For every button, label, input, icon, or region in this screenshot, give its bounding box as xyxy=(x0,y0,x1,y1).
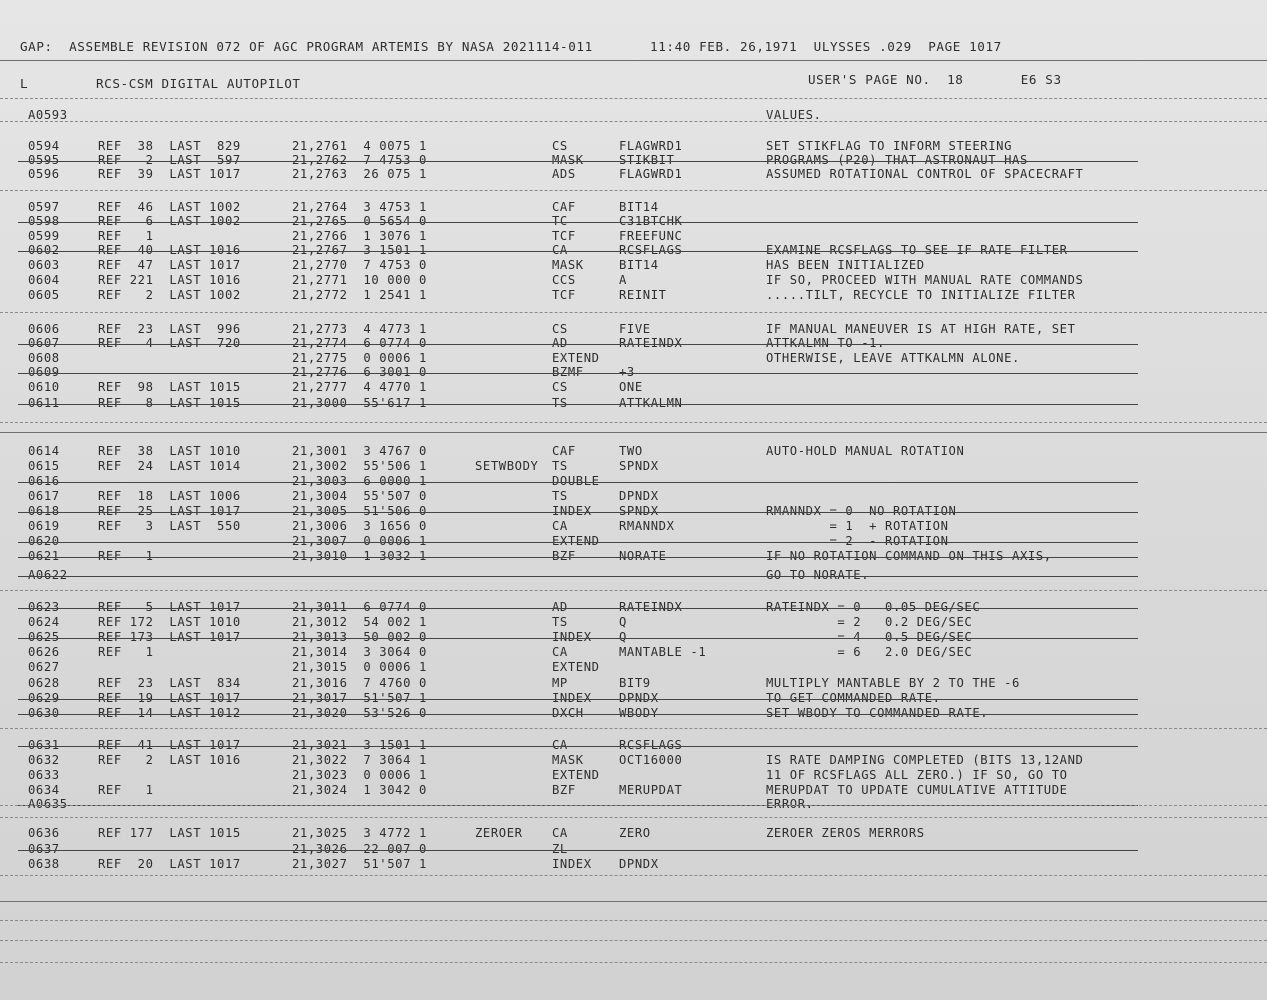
row-label: SETWBODY xyxy=(475,459,539,473)
row-seq: 0625 xyxy=(28,630,60,644)
row-ref: REF 38 LAST 829 xyxy=(98,139,241,153)
rule-line xyxy=(0,422,1267,423)
row-ref: REF 4 LAST 720 xyxy=(98,336,241,350)
row-comment: IS RATE DAMPING COMPLETED (BITS 13,12AND xyxy=(766,753,1084,767)
row-addr: 21,2773 4 4773 1 xyxy=(292,322,427,336)
row-operand: TWO xyxy=(619,444,643,458)
row-seq: 0603 xyxy=(28,258,60,272)
row-comment: RATEINDX = 0 0.05 DEG/SEC xyxy=(766,600,981,614)
row-comment: AUTO-HOLD MANUAL ROTATION xyxy=(766,444,965,458)
row-addr: 21,3017 51'507 1 xyxy=(292,691,427,705)
row-op: INDEX xyxy=(552,857,592,871)
rule-line xyxy=(0,728,1267,729)
row-op: DOUBLE xyxy=(552,474,600,488)
row-operand: BIT14 xyxy=(619,200,659,214)
row-addr: 21,3022 7 3064 1 xyxy=(292,753,427,767)
row-op: CA xyxy=(552,738,568,752)
row-comment: ERROR. xyxy=(766,797,814,811)
row-seq: 0596 xyxy=(28,167,60,181)
rule-line xyxy=(0,901,1267,902)
row-addr: 21,3015 0 0006 1 xyxy=(292,660,427,674)
row-ref: REF 2 LAST 1002 xyxy=(98,288,241,302)
row-addr: 21,2763 26 075 1 xyxy=(292,167,427,181)
row-op: TCF xyxy=(552,229,576,243)
row-ref: REF 20 LAST 1017 xyxy=(98,857,241,871)
row-operand: BIT14 xyxy=(619,258,659,272)
row-addr: 21,3014 3 3064 0 xyxy=(292,645,427,659)
page-title: RCS-CSM DIGITAL AUTOPILOT xyxy=(96,76,301,91)
row-seq: 0619 xyxy=(28,519,60,533)
row-addr: 21,3001 3 4767 0 xyxy=(292,444,427,458)
overstrike-line xyxy=(18,699,1138,700)
row-addr: 21,3013 50 002 0 xyxy=(292,630,427,644)
row-seq: 0636 xyxy=(28,826,60,840)
row-seq: 0629 xyxy=(28,691,60,705)
row-ref: REF 2 LAST 1016 xyxy=(98,753,241,767)
row-addr: 21,3011 6 0774 0 xyxy=(292,600,427,614)
row-comment: IF SO, PROCEED WITH MANUAL RATE COMMANDS xyxy=(766,273,1084,287)
row-ref: REF 41 LAST 1017 xyxy=(98,738,241,752)
row-ref: REF 25 LAST 1017 xyxy=(98,504,241,518)
row-seq: A0635 xyxy=(28,797,68,811)
row-op: ADS xyxy=(552,167,576,181)
row-op: CS xyxy=(552,322,568,336)
row-operand: ONE xyxy=(619,380,643,394)
overstrike-line xyxy=(18,746,1138,747)
row-operand: ATTKALMN xyxy=(619,396,683,410)
row-seq: 0631 xyxy=(28,738,60,752)
rule-line xyxy=(0,962,1267,963)
rule-line xyxy=(0,590,1267,591)
row-ref: REF 1 xyxy=(98,645,154,659)
row-ref: REF 14 LAST 1012 xyxy=(98,706,241,720)
row-addr: 21,2770 7 4753 0 xyxy=(292,258,427,272)
row-addr: 21,3016 7 4760 0 xyxy=(292,676,427,690)
row-operand: RCSFLAGS xyxy=(619,738,683,752)
row-op: CAF xyxy=(552,444,576,458)
row-comment: RMANNDX = 0 NO ROTATION xyxy=(766,504,957,518)
header-mark: L xyxy=(20,76,29,91)
row-op: INDEX xyxy=(552,504,592,518)
row-seq: 0624 xyxy=(28,615,60,629)
overstrike-line xyxy=(18,373,1138,374)
overstrike-line xyxy=(18,251,1138,252)
row-op: MASK xyxy=(552,258,584,272)
row-op: CA xyxy=(552,826,568,840)
row-seq: 0627 xyxy=(28,660,60,674)
row-comment: OTHERWISE, LEAVE ATTKALMN ALONE. xyxy=(766,351,1020,365)
row-seq: 0618 xyxy=(28,504,60,518)
row-ref: REF 23 LAST 834 xyxy=(98,676,241,690)
row-ref: REF 3 LAST 550 xyxy=(98,519,241,533)
row-seq: 0632 xyxy=(28,753,60,767)
row-comment: GO TO NORATE. xyxy=(766,568,870,582)
row-addr: 21,3000 55'617 1 xyxy=(292,396,427,410)
row-operand: DPNDX xyxy=(619,489,659,503)
row-seq: 0621 xyxy=(28,549,60,563)
row-addr: 21,2765 0 5654 0 xyxy=(292,214,427,228)
row-op: INDEX xyxy=(552,630,592,644)
row-op: CCS xyxy=(552,273,576,287)
row-op: TCF xyxy=(552,288,576,302)
row-op: CA xyxy=(552,519,568,533)
row-comment: VALUES. xyxy=(766,108,822,122)
row-operand: Q xyxy=(619,615,627,629)
rule-line xyxy=(0,432,1267,433)
row-seq: 0608 xyxy=(28,351,60,365)
row-ref: REF 173 LAST 1017 xyxy=(98,630,241,644)
row-op: CA xyxy=(552,645,568,659)
row-seq: 0626 xyxy=(28,645,60,659)
overstrike-line xyxy=(18,482,1138,483)
row-operand: FREEFUNC xyxy=(619,229,683,243)
row-ref: REF 2 LAST 597 xyxy=(98,153,241,167)
row-ref: REF 5 LAST 1017 xyxy=(98,600,241,614)
overstrike-line xyxy=(18,344,1138,345)
row-seq: 0617 xyxy=(28,489,60,503)
row-ref: REF 8 LAST 1015 xyxy=(98,396,241,410)
row-ref: REF 98 LAST 1015 xyxy=(98,380,241,394)
row-comment: = 1 + ROTATION xyxy=(766,519,949,533)
row-addr: 21,3002 55'506 1 xyxy=(292,459,427,473)
row-addr: 21,3020 53'526 0 xyxy=(292,706,427,720)
row-op: CS xyxy=(552,380,568,394)
row-operand: RATEINDX xyxy=(619,600,683,614)
row-ref: REF 46 LAST 1002 xyxy=(98,200,241,214)
row-op: CS xyxy=(552,139,568,153)
row-seq: 0597 xyxy=(28,200,60,214)
row-seq: 0634 xyxy=(28,783,60,797)
row-ref: REF 24 LAST 1014 xyxy=(98,459,241,473)
row-op: INDEX xyxy=(552,691,592,705)
row-op: TS xyxy=(552,396,568,410)
row-op: BZMF xyxy=(552,365,584,379)
row-operand: FLAGWRD1 xyxy=(619,167,683,181)
row-ref: REF 23 LAST 996 xyxy=(98,322,241,336)
rule-line xyxy=(0,817,1267,818)
header-line: GAP: ASSEMBLE REVISION 072 OF AGC PROGRAM ARTEMIS BY NASA 2021114-011 11:40 FEB. 26,1971 ULYSSES .029 PAGE 1017 xyxy=(20,39,1002,54)
row-seq: 0616 xyxy=(28,474,60,488)
row-addr: 21,3010 1 3032 1 xyxy=(292,549,427,563)
row-comment: ATTKALMN TO -1. xyxy=(766,336,886,350)
row-addr: 21,3007 0 0006 1 xyxy=(292,534,427,548)
row-operand: DPNDX xyxy=(619,691,659,705)
row-seq: 0620 xyxy=(28,534,60,548)
overstrike-line xyxy=(18,850,1138,851)
row-comment: MERUPDAT TO UPDATE CUMULATIVE ATTITUDE xyxy=(766,783,1068,797)
row-op: EXTEND xyxy=(552,351,600,365)
row-op: EXTEND xyxy=(552,768,600,782)
row-operand: DPNDX xyxy=(619,857,659,871)
row-seq: 0594 xyxy=(28,139,60,153)
row-addr: 21,2774 6 0774 0 xyxy=(292,336,427,350)
row-seq: 0605 xyxy=(28,288,60,302)
row-op: TS xyxy=(552,615,568,629)
row-seq: 0623 xyxy=(28,600,60,614)
row-seq: 0638 xyxy=(28,857,60,871)
row-operand: +3 xyxy=(619,365,635,379)
row-op: TC xyxy=(552,214,568,228)
row-comment: .....TILT, RECYCLE TO INITIALIZE FILTER xyxy=(766,288,1076,302)
row-seq: 0602 xyxy=(28,243,60,257)
rule-line xyxy=(0,875,1267,876)
row-op: TS xyxy=(552,459,568,473)
rule-line xyxy=(0,190,1267,191)
row-label: ZEROER xyxy=(475,826,523,840)
row-comment: ZEROER ZEROS MERRORS xyxy=(766,826,925,840)
row-operand: Q xyxy=(619,630,627,644)
row-seq: 0615 xyxy=(28,459,60,473)
row-ref: REF 221 LAST 1016 xyxy=(98,273,241,287)
row-operand: MANTABLE -1 xyxy=(619,645,707,659)
row-ref: REF 1 xyxy=(98,229,154,243)
row-comment: = 2 0.2 DEG/SEC xyxy=(766,615,973,629)
overstrike-line xyxy=(18,222,1138,223)
overstrike-line xyxy=(18,512,1138,513)
overstrike-line xyxy=(18,714,1138,715)
row-comment: IF NO ROTATION COMMAND ON THIS AXIS, xyxy=(766,549,1052,563)
row-operand: STIKBIT xyxy=(619,153,675,167)
row-ref: REF 47 LAST 1017 xyxy=(98,258,241,272)
row-addr: 21,2761 4 0075 1 xyxy=(292,139,427,153)
row-operand: RCSFLAGS xyxy=(619,243,683,257)
row-seq: 0604 xyxy=(28,273,60,287)
rule-line xyxy=(0,98,1267,99)
overstrike-line xyxy=(18,576,1138,577)
row-operand: OCT16000 xyxy=(619,753,683,767)
row-seq: 0611 xyxy=(28,396,60,410)
row-addr: 21,3021 3 1501 1 xyxy=(292,738,427,752)
row-ref: REF 38 LAST 1010 xyxy=(98,444,241,458)
row-op: MASK xyxy=(552,753,584,767)
row-ref: REF 40 LAST 1016 xyxy=(98,243,241,257)
row-operand: WBODY xyxy=(619,706,659,720)
row-ref: REF 39 LAST 1017 xyxy=(98,167,241,181)
row-addr: 21,2762 7 4753 0 xyxy=(292,153,427,167)
row-addr: 21,3027 51'507 1 xyxy=(292,857,427,871)
row-seq: 0628 xyxy=(28,676,60,690)
row-ref: REF 18 LAST 1006 xyxy=(98,489,241,503)
row-comment: = 6 2.0 DEG/SEC xyxy=(766,645,973,659)
row-addr: 21,3023 0 0006 1 xyxy=(292,768,427,782)
rule-line xyxy=(0,805,1267,806)
rule-line xyxy=(0,312,1267,313)
row-comment: SET WBODY TO COMMANDED RATE. xyxy=(766,706,989,720)
row-op: AD xyxy=(552,600,568,614)
row-operand: A xyxy=(619,273,627,287)
row-operand: NORATE xyxy=(619,549,667,563)
row-operand: RMANNDX xyxy=(619,519,675,533)
row-seq: 0637 xyxy=(28,842,60,856)
row-addr: 21,3003 6 0000 1 xyxy=(292,474,427,488)
row-ref: REF 6 LAST 1002 xyxy=(98,214,241,228)
row-addr: 21,3004 55'507 0 xyxy=(292,489,427,503)
row-comment: IF MANUAL MANEUVER IS AT HIGH RATE, SET xyxy=(766,322,1076,336)
row-comment: MULTIPLY MANTABLE BY 2 TO THE -6 xyxy=(766,676,1020,690)
row-ref: REF 19 LAST 1017 xyxy=(98,691,241,705)
row-addr: 21,2766 1 3076 1 xyxy=(292,229,427,243)
row-op: EXTEND xyxy=(552,660,600,674)
row-operand: FIVE xyxy=(619,322,651,336)
overstrike-line xyxy=(18,404,1138,405)
row-addr: 21,2771 10 000 0 xyxy=(292,273,427,287)
row-addr: 21,2777 4 4770 1 xyxy=(292,380,427,394)
row-comment: PROGRAMS (P20) THAT ASTRONAUT HAS xyxy=(766,153,1028,167)
row-addr: 21,3024 1 3042 0 xyxy=(292,783,427,797)
row-operand: FLAGWRD1 xyxy=(619,139,683,153)
row-op: BZF xyxy=(552,783,576,797)
row-comment: = 4 0.5 DEG/SEC xyxy=(766,630,973,644)
row-addr: 21,3025 3 4772 1 xyxy=(292,826,427,840)
row-op: MP xyxy=(552,676,568,690)
row-seq: 0607 xyxy=(28,336,60,350)
rule-line xyxy=(0,920,1267,921)
row-operand: SPNDX xyxy=(619,504,659,518)
row-addr: 21,3006 3 1656 0 xyxy=(292,519,427,533)
row-operand: MERUPDAT xyxy=(619,783,683,797)
row-seq: 0630 xyxy=(28,706,60,720)
row-seq: 0606 xyxy=(28,322,60,336)
row-operand: RATEINDX xyxy=(619,336,683,350)
row-comment: = 2 - ROTATION xyxy=(766,534,949,548)
row-op: AD xyxy=(552,336,568,350)
row-comment: SET STIKFLAG TO INFORM STEERING xyxy=(766,139,1013,153)
row-addr: 21,2776 6 3001 0 xyxy=(292,365,427,379)
overstrike-line xyxy=(18,557,1138,558)
overstrike-line xyxy=(18,161,1138,162)
row-seq: A0622 xyxy=(28,568,68,582)
row-addr: 21,3005 51'506 0 xyxy=(292,504,427,518)
row-seq: A0593 xyxy=(28,108,68,122)
row-seq: 0598 xyxy=(28,214,60,228)
row-comment: 11 OF RCSFLAGS ALL ZERO.) IF SO, GO TO xyxy=(766,768,1068,782)
row-operand: SPNDX xyxy=(619,459,659,473)
rule-line xyxy=(0,121,1267,122)
row-addr: 21,2767 3 1501 1 xyxy=(292,243,427,257)
row-op: DXCH xyxy=(552,706,584,720)
row-comment: ASSUMED ROTATIONAL CONTROL OF SPACECRAFT xyxy=(766,167,1084,181)
row-op: BZF xyxy=(552,549,576,563)
row-comment: EXAMINE RCSFLAGS TO SEE IF RATE FILTER xyxy=(766,243,1068,257)
row-comment: HAS BEEN INITIALIZED xyxy=(766,258,925,272)
row-seq: 0633 xyxy=(28,768,60,782)
row-operand: REINIT xyxy=(619,288,667,302)
row-addr: 21,2772 1 2541 1 xyxy=(292,288,427,302)
row-ref: REF 172 LAST 1010 xyxy=(98,615,241,629)
row-op: MASK xyxy=(552,153,584,167)
row-addr: 21,2775 0 0006 1 xyxy=(292,351,427,365)
row-seq: 0599 xyxy=(28,229,60,243)
row-op: TS xyxy=(552,489,568,503)
overstrike-line xyxy=(18,608,1138,609)
overstrike-line xyxy=(18,542,1138,543)
row-op: ZL xyxy=(552,842,568,856)
row-seq: 0614 xyxy=(28,444,60,458)
row-comment: TO GET COMMANDED RATE. xyxy=(766,691,941,705)
row-operand: ZERO xyxy=(619,826,651,840)
row-ref: REF 177 LAST 1015 xyxy=(98,826,241,840)
row-op: EXTEND xyxy=(552,534,600,548)
page-reference: USER'S PAGE NO. 18 E6 S3 xyxy=(808,72,1062,87)
row-op: CAF xyxy=(552,200,576,214)
row-op: CA xyxy=(552,243,568,257)
overstrike-line xyxy=(18,638,1138,639)
row-operand: BIT9 xyxy=(619,676,651,690)
row-seq: 0595 xyxy=(28,153,60,167)
row-operand: C31BTCHK xyxy=(619,214,683,228)
row-ref: REF 1 xyxy=(98,783,154,797)
row-seq: 0609 xyxy=(28,365,60,379)
row-ref: REF 1 xyxy=(98,549,154,563)
rule-line xyxy=(0,940,1267,941)
row-addr: 21,3012 54 002 1 xyxy=(292,615,427,629)
row-addr: 21,3026 22 007 0 xyxy=(292,842,427,856)
row-addr: 21,2764 3 4753 1 xyxy=(292,200,427,214)
row-seq: 0610 xyxy=(28,380,60,394)
rule-line xyxy=(0,60,1267,61)
